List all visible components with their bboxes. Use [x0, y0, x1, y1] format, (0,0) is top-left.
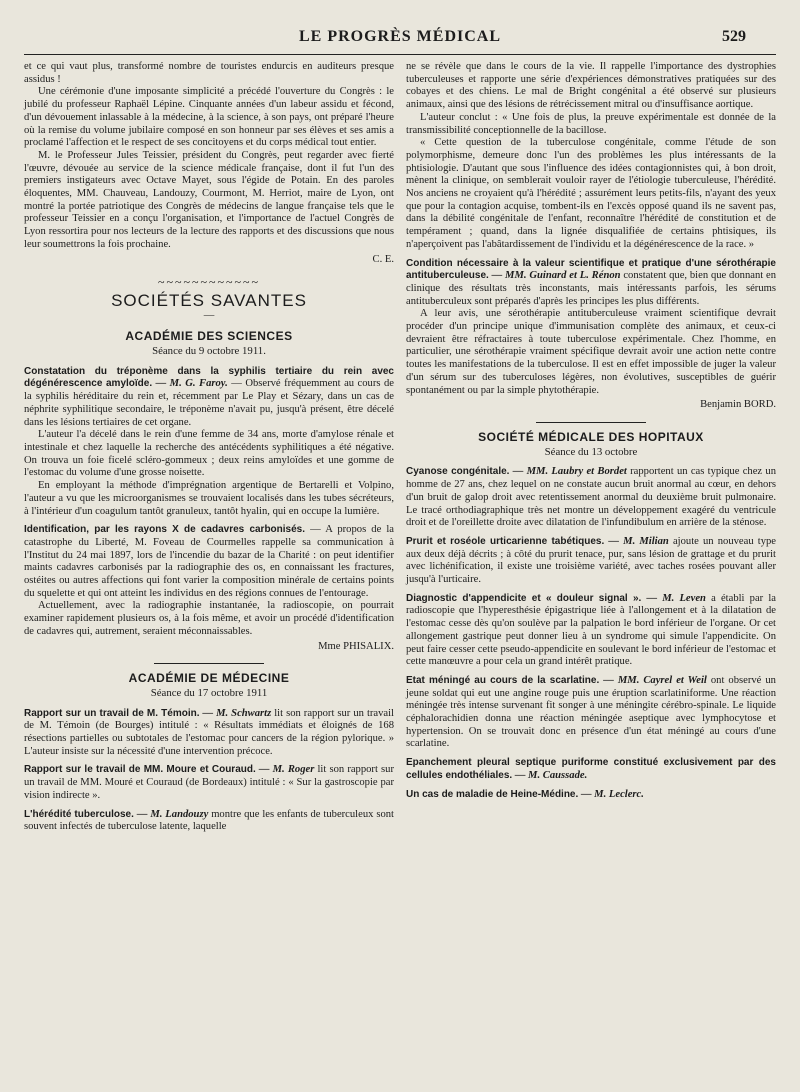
- entry-heine-medine: [406, 789, 776, 802]
- entry-text: ont observé un jeune soldat qui eut une angine rouge puis une éruption scarlatiniforme. Une réaction méningée très intense survenant fit songer à une méningite cérébro-spinale. Le liquide céphalorachidien donna une réaction méningée aseptique avec lymphocytose et hypertension. On se trouvait donc en présence d'un état méningé au cours d'une scarlatine.: [406, 674, 776, 750]
- entry-title: Rapport sur un travail de M. Témoin.: [24, 707, 200, 719]
- two-column-body: [24, 61, 776, 840]
- entry-author: — M. Caussade.: [514, 769, 588, 781]
- entry-moure-couraud: [24, 764, 394, 802]
- entry-epanchement: [406, 757, 776, 782]
- academy-medecine-title: ACADÉMIE DE MÉDECINE: [128, 671, 290, 686]
- teissier-paragraph: M. le Professeur Jules Teissier, président du Congrès, peut regarder avec fierté l'œuvre, dévouée au service de la science médicale française, dont il fut l'un des premiers instigateurs avec Octave Mayet, sous l'égide de Potain. En des paroles éloquentes, MM. Chauveau, Landouzy, Courmont, M. Herriot, maire de Lyon, ont montré la portée patriotique des Congrès de médecins de langue française tels que le professeur Teissier en a conçu l'organisation, et l'importance de l'actuel Congrès de Lyon ressortira pour nos lecteurs de la lecture des rapports et des discussions que nous leur soumettrons la fois prochaine.: [24, 149, 394, 250]
- intro-paragraph: et ce qui vaut plus, transformé nombre de touristes endurcis en auditeurs presque assidus !: [24, 61, 394, 85]
- entry-signature: Benjamin BORD.: [700, 399, 776, 411]
- entry-author: — M. Roger: [258, 764, 315, 776]
- entry-paragraph: A leur avis, une sérothérapie antituberculeuse vraiment scientifique devrait procéder d'un principe unique d'immunisation complète des animaux, et ceux-ci devraient être réfractaires à toute tuberculose expérimentale. Chez l'homme, en particulier, une sérothérapie vraiment spécifique devrait avoir une action nette contre toutes les manifestations de la tuberculose. Il est en effet impossible de juger la valeur d'un sérum sur des tuberculoses légères, non évolutives, susceptibles de guérir spontanément ou par la simple phytothérapie.: [406, 308, 776, 396]
- entry-title: Un cas de maladie de Heine-Médine.: [406, 788, 579, 800]
- right-column: [406, 61, 776, 840]
- ceremony-paragraph: Une cérémonie d'une imposante simplicité a précédé l'ouverture du Congrès : le jubilé du professeur Raphaël Lépine. Cinquante années d'un labeur assidu et fécond, d'un dévouement inlassable à la médecine, à la science, à son pays, ont préparé l'heure où la remise du volume jubilaire composé en son honneur par ses élèves et ses amis a proclamé l'affection et le respect de ses concitoyens et du corps médical tout entier.: [24, 86, 394, 149]
- quote-paragraph: « Cette question de la tuberculose congénitale, comme l'étude de son polymorphisme, demeure donc l'un des problèmes les plus intéressants de la phtisiologie. D'autant que sous l'influence des idées contagionnistes qui, à bon droit, mènent la clinique, on semblerait vouloir rayer de l'étiologie tuberculeuse, l'hérédité. Nos anciens ne croyaient qu'à l'hérédité ; assurément leurs petits-fils, n'ayant des yeux que pour la contagion acquise, tombent-ils en l'excès opposé quand ils ne savent pas, dans la débilité congénitale de l'enfant, reconnaître l'hérédité de constitution et de tempérament ; quand, dans la lignée disqualifiée de certains phtisiques, ils n'aperçoivent pas l'abâtardissement de l'individu et la dégénérescence de la race. »: [406, 137, 776, 250]
- societe-hopitaux-date: Séance du 13 octobre: [544, 445, 638, 458]
- entry-identification: [24, 524, 394, 653]
- entry-author: — MM. Cayrel et Weil: [603, 674, 707, 686]
- entry-heredite: [24, 809, 394, 834]
- entry-scarlatine: [406, 675, 776, 751]
- entry-title: Rapport sur le travail de MM. Moure et Couraud.: [24, 764, 256, 776]
- entry-author: — M. Leclerc.: [580, 788, 644, 800]
- entry-appendicite: [406, 593, 776, 669]
- entry-paragraph: L'auteur l'a décelé dans le rein d'une femme de 34 ans, morte d'amylose rénale et intestinale et chez laquelle la recherche des antécédents syphilitiques a été négative. On trouva un foie ficelé scléro-gommeux ; deux reins amyloïdes et une gomme de l'estomac du volume d'une grosse noisette.: [24, 429, 394, 479]
- entry-author: — MM. Guinard et L. Rénon: [491, 270, 621, 282]
- societe-hopitaux-title: SOCIÉTÉ MÉDICALE DES HOPITAUX: [478, 429, 704, 444]
- entry-serotherapie: [406, 258, 776, 412]
- entry-title: Epanchement pleural septique puriforme constitué exclusivement par des cellules endothéliales.: [406, 757, 776, 781]
- entry-treponeme: [24, 366, 394, 518]
- entry-cyanose: [406, 466, 776, 530]
- conclusion-paragraph: L'auteur conclut : « Une fois de plus, la preuve expérimentale est donnée de la transmissibilité conceptionnelle de la bacillose.: [406, 111, 776, 136]
- entry-title: Condition nécessaire à la valeur scientifique et pratique d'une sérothérapie antituberculeuse.: [406, 257, 776, 282]
- entry-text: lit son rapport sur un travail de MM. Mouré et Couraud (de Bordeaux) intitulé : « Sur la gastroscopie par vision indirecte ».: [24, 764, 394, 801]
- entry-text: — A propos de la catastrophe du Liberté, M. Foveau de Courmelles rappelle sa communication à l'Institut du 24 mai 1897, lors de l'incendie du bazar de la Charité : on peut identifier maints cadavres carbonisés par la radiographie des os, en connaissant les fractures, ostéites ou autres affections qui font varier la composition minérale de certains points du squelette et qui ont atteint les individus en des régions connues de l'entourage.: [24, 524, 394, 599]
- section-title: SOCIÉTÉS SAVANTES: [111, 290, 307, 310]
- editorial-signature: C. E.: [372, 253, 394, 265]
- entry-text: ajoute un nouveau type aux deux déjà décrits ; à côté du prurit tenace, pur, sans lésion de grattage et du prurit avec lichénification, il existe une troisième variété, avec taches rosées pouvant aller jusqu'à l'urticaire.: [406, 535, 776, 586]
- entry-author: — M. Schwartz: [202, 707, 272, 719]
- entry-text: constatent que, bien que donnant en clinique des résultats très inconstants, mais intéressants parfois, les sérums antituberculeux sont préparés d'après les principes les plus différents.: [406, 270, 777, 307]
- section-dash: —: [203, 309, 215, 321]
- entry-title: Prurit et roséole urticarienne tabétiques.: [406, 535, 605, 547]
- entry-text: a établi par la radioscopie que l'hyperesthésie épigastrique liée à l'allongement et à la dilatation de l'estomac cesse dès qu'on soulève par la palpation le bord inférieur de l'organe. Or cet allongement gastrique peut donner lieu à un syndrome qui simule l'appendicite. On peut faire cesser cette pseudo-appendicite en soulevant le bord inférieur de l'estomac et cette manœuvre a pour cela un grand intérêt pratique.: [406, 592, 776, 668]
- section-separator: [536, 422, 646, 423]
- entry-text: — Observé fréquemment au cours de la syphilis héréditaire du rein et, récemment par Le Play et Sézary, dans un cas de néphrite syphilitique secondaire, le tréponème n'avait pu, jusqu'à présent, être décelé dans les lésions tertiaires de cet organe.: [24, 378, 394, 428]
- entry-author: — M. Leven: [646, 592, 706, 604]
- entry-title: Diagnostic d'appendicite et « douleur signal ».: [406, 592, 642, 604]
- page-number: 529: [722, 28, 746, 45]
- running-head: [24, 28, 776, 50]
- entry-title: Identification, par les rayons X de cadavres carbonisés.: [24, 524, 306, 536]
- entry-temoin: [24, 708, 394, 759]
- academy-sciences-date: Séance du 9 octobre 1911.: [152, 345, 266, 358]
- entry-author: — MM. Laubry et Bordet: [512, 466, 627, 478]
- entry-text: rapportent un cas typique chez un homme de 27 ans, chez lequel on ne constate aucun bruit anormal au cœur, en dehors d'un bruit de galop droit avec retentissement anormal du deuxième bruit pulmonaire. Le tracé orthodiagraphique très net montre un développement exagéré du ventricule droit et de l'oreillette droite avec dilatation de l'infundibulum en arrière de la sténose.: [406, 466, 776, 529]
- academy-sciences-title: ACADÉMIE DES SCIENCES: [125, 329, 293, 344]
- entry-title: Constatation du tréponème dans la syphilis tertiaire du rein avec dégénérescence amyloïde.: [24, 365, 394, 390]
- entry-text: lit son rapport sur un travail de M. Témoin (de Bourges) intitulé : « Résultats immédiats et éloignés de 168 résections partielles ou subtotales de l'estomac pour cancers de la région pylorique. » L'auteur insiste sur la nécessité d'une intervention précoce.: [24, 707, 394, 757]
- entry-author: — M. G. Faroy.: [155, 378, 228, 390]
- entry-author: — M. Milian: [608, 535, 669, 547]
- continuation-paragraph: ne se révèle que dans le cours de la vie. Il rappelle l'importance des dystrophies tuberculeuses et rapporte une série d'expériences démonstratives pratiquées sur des cobayes et des chiens. Le mal de Bright congénital a été observé sur plusieurs animaux, ainsi que des lésions de rétrécissement mitral ou d'insuffisance aortique.: [406, 61, 776, 111]
- academy-medecine-date: Séance du 17 octobre 1911: [150, 686, 268, 699]
- entry-text: montre que les enfants de tuberculeux sont souvent infectés de tuberculose latente, laquelle: [24, 808, 394, 833]
- section-separator: [154, 663, 264, 664]
- entry-paragraph: Actuellement, avec la radiographie instantanée, la radioscopie, on pourrait examiner rapidement plusieurs os, à la fois même, et avoir un procédé d'identification de cadavres qui, autrement, seraient méconnaissables.: [24, 600, 394, 637]
- entry-prurit: [406, 536, 776, 587]
- entry-title: Etat méningé au cours de la scarlatine.: [406, 674, 600, 686]
- entry-paragraph: En employant la méthode d'imprégnation argentique de Bertarelli et Volpino, l'auteur a vu que les microorganismes se trouvaient localisés dans les tubes sécréteurs, à l'intérieur d'un coagulum tantôt granuleux, tantôt hyalin, qui en occupe la lumière.: [24, 480, 394, 517]
- left-column: [24, 61, 394, 840]
- entry-signature: Mme PHISALIX.: [318, 640, 394, 652]
- entry-title: Cyanose congénitale.: [406, 466, 510, 478]
- entry-author: — M. Landouzy: [136, 808, 209, 820]
- header-rule: [24, 54, 776, 55]
- entry-title: L'hérédité tuberculose.: [24, 808, 134, 820]
- journal-title: LE PROGRÈS MÉDICAL: [298, 28, 502, 45]
- ornament-divider: ~~~~~~~~~~~~: [158, 275, 260, 290]
